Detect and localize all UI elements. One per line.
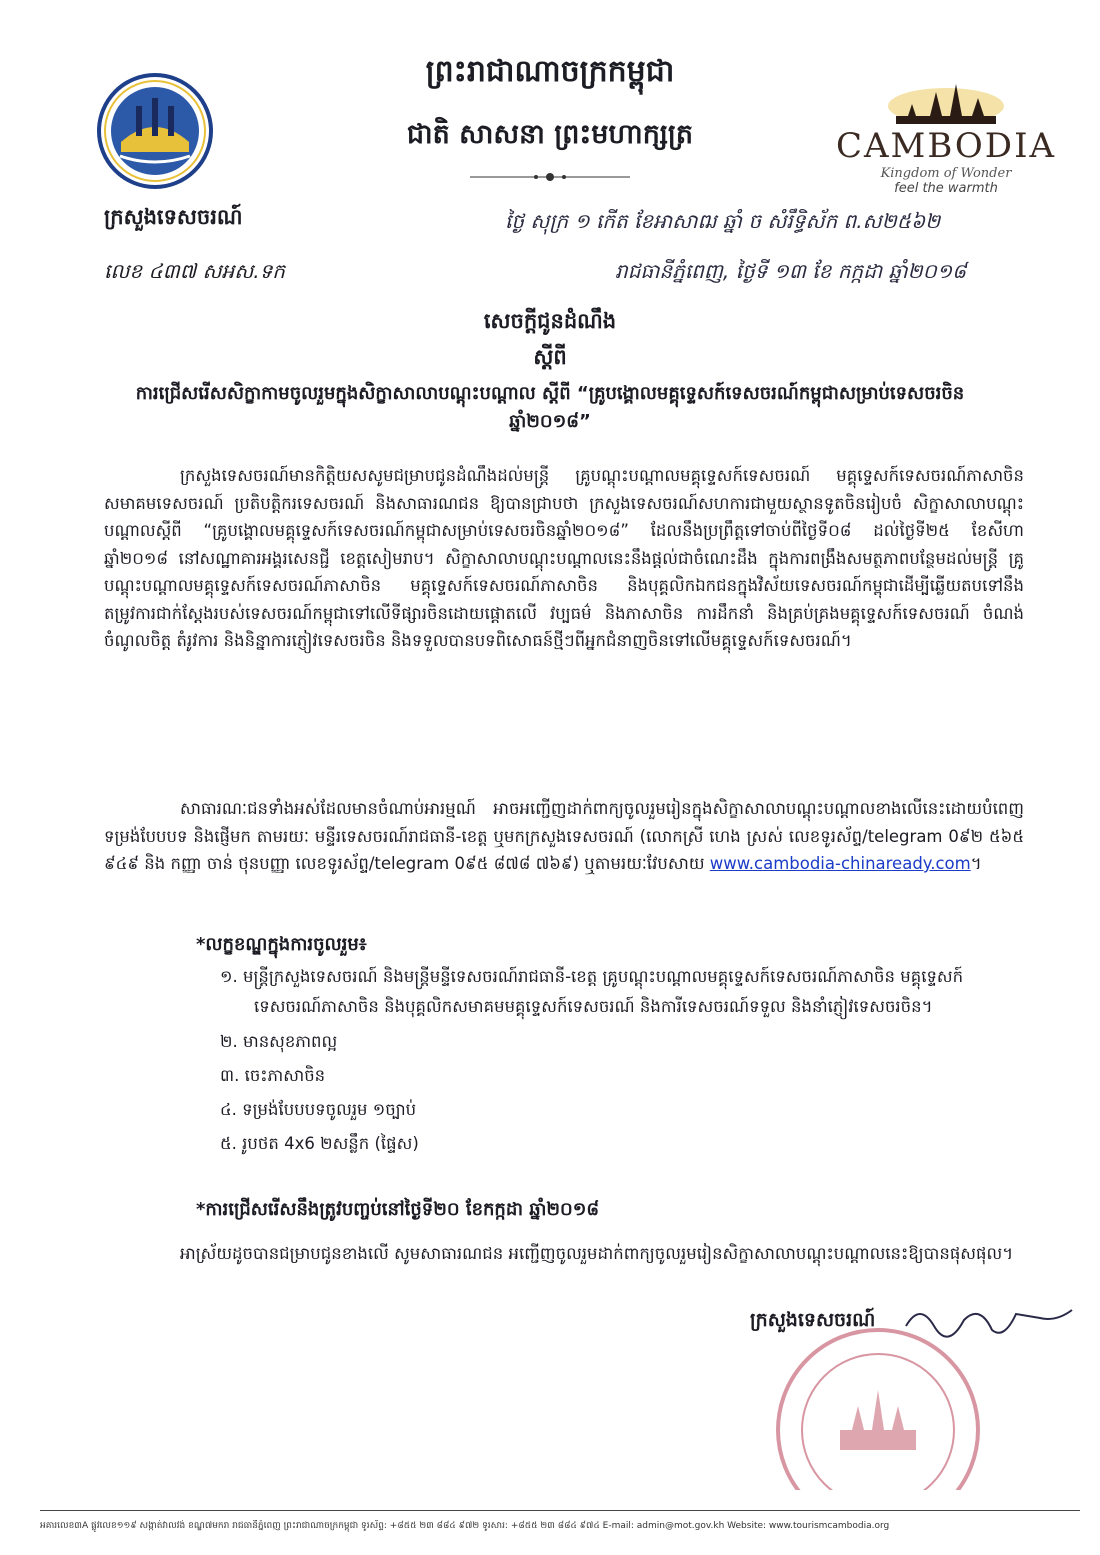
- kingdom-title: ព្រះរាជាណាចក្រកម្ពុជា: [425, 54, 675, 89]
- signatory-ministry: ក្រសួងទេសចរណ៍: [750, 1309, 876, 1331]
- footer-divider: [40, 1510, 1080, 1511]
- criteria-item: ៣. ចេះភាសាចិន: [220, 1066, 326, 1085]
- reference-number: លេខ ៤៣៧ សអស.ទក: [104, 259, 285, 283]
- subject-label: ស្តីពី: [533, 345, 567, 369]
- ornament-divider-icon: [470, 170, 630, 184]
- brand-tagline-warmth: feel the warmth: [894, 181, 998, 196]
- paragraph-2-text: សាធារណៈជនទាំងអស់ដែលមានចំណាប់អារម្មណ៍ អាចអញ្ជើញដាក់ពាក្យចូលរួមរៀនក្នុងសិក្ខាសាលាបណ្តុះបណ្តាលខាងលើនេះដោយបំពេញទម្រង់បែបបទ និងផ្ញើមក តាមរយៈ មន្ទីរទេសចរណ៍រាជធានី-ខេត្ត ឬមកក្រសួងទេសចរណ៍ (លោកស្រី ហេង ស្រស់ លេខទូរស័ព្ទ/telegram 0៩២ ៥៦៥ ៩៤៩ និង កញ្ញា ចាន់ ថុនបញ្ញា លេខទូរស័ព្ទ/telegram 0៩៥ ៨៧៨ ៧៦៩) ឬតាមរយៈវែបសាយ: [104, 799, 1024, 873]
- body-paragraph-2: [104, 795, 1024, 878]
- brand-tagline-kingdom: Kingdom of Wonder: [880, 166, 1012, 181]
- notice-subject: ការជ្រើសរើសសិក្ខាកាមចូលរួមក្នុងសិក្ខាសាលាបណ្តុះបណ្តាល ស្តីពី “គ្រូបង្គោលមគ្គុទ្ទេសក៍ទេសចរណ៍កម្ពុជាសម្រាប់ទេសចរចិនឆ្នាំ២០១៨”: [135, 383, 965, 432]
- ministry-of-tourism-logo: [96, 72, 214, 190]
- website-link[interactable]: www.cambodia-chinaready.com: [709, 854, 971, 873]
- criteria-item: ១. មន្ត្រីក្រសួងទេសចរណ៍ និងមន្ត្រីមន្ទីទេសចរណ៍រាជធានី-ខេត្ត គ្រូបណ្តុះបណ្តាលមគ្គុទ្ទេសក៍ទេសចរណ៍ភាសាចិន មគ្គុទ្ទេសក៍ទេសចរណ៍ភាសាចិន និងបុគ្គលិកសមាគមមគ្គុទ្ទេសក៍ទេសចរណ៍ និងការីទេសចរណ៍ទទួល និងនាំភ្ញៀវទេសចរចិន។: [220, 967, 964, 1016]
- notice-title: សេចក្តីជូនដំណឹង: [483, 309, 617, 333]
- paragraph-2-end: ។: [970, 854, 982, 873]
- selection-deadline: *ការជ្រើសរើសនឹងត្រូវបញ្ចប់នៅថ្ងៃទី២០ ខែកក្កដា ឆ្នាំ២០១៨: [196, 1199, 600, 1220]
- brand-name: CAMBODIA: [835, 126, 1057, 166]
- handwritten-signature: [900, 1296, 1080, 1346]
- criteria-heading: *លក្ខខណ្ឌក្នុងការចូលរួម៖: [196, 934, 367, 955]
- criteria-item: ៤. ទម្រង់បែបបទចូលរួម ១ច្បាប់: [220, 1100, 417, 1119]
- ministry-name: ក្រសួងទេសចរណ៍: [104, 205, 243, 229]
- angkor-silhouette-icon: [886, 80, 1006, 124]
- body-paragraph-1: ក្រសួងទេសចរណ៍មានកិត្តិយសសូមជម្រាបជូនដំណឹងដល់មន្ត្រី គ្រូបណ្តុះបណ្តាលមគ្គុទ្ទេសក៍ទេសចរណ៍ មគ្គុទ្ទេសក៍ទេសចរណ៍ភាសាចិន សមាគមទេសចរណ៍ ប្រតិបត្តិករទេសចរណ៍ និងសាធារណជន ឱ្យបានជ្រាបថា ក្រសួងទេសចរណ៍សហការជាមួយស្ថានទូតចិនរៀបចំ សិក្ខាសាលាបណ្តុះបណ្តាលស្តីពី “គ្រូបង្គោលមគ្គុទ្ទេសក៍ទេសចរណ៍កម្ពុជាសម្រាប់ទេសចរចិនឆ្នាំ២០១៨” ដែលនឹងប្រព្រឹត្តទៅចាប់ពីថ្ងៃទី០៨ ដល់ថ្ងៃទី២៥ ខែសីហា ឆ្នាំ២០១៨ នៅសណ្ឋាគារអង្គរសេនជ្ជី ខេត្តសៀមរាប។ សិក្ខាសាលាបណ្តុះបណ្តាលនេះនឹងផ្តល់ជាចំណេះដឹង ក្នុងការពង្រឹងសមត្ថភាពបន្ថែមដល់មន្ត្រី គ្រូបណ្តុះបណ្តាលមគ្គុទ្ទេសក៍ទេសចរណ៍ភាសាចិន មគ្គុទ្ទេសក៍ទេសចរណ៍ភាសាចិន និងបុគ្គលិកឯកជនក្នុងវិស័យទេសចរណ៍កម្ពុជាដើម្បីឆ្លើយតបទៅនឹងតម្រូវការជាក់ស្តែងរបស់ទេសចរណ៍កម្ពុជាទៅលើទីផ្សារចិនដោយផ្តោតលើ វប្បធម៌ និងភាសាចិន ការដឹកនាំ និងគ្រប់គ្រងមគ្គុទ្ទេសក៍ទេសចរណ៍ ចំណង់ចំណូលចិត្ត តំរូវការ និងនិន្នាការភ្ញៀវទេសចរចិន និងទទួលបានបទពិសោធន៍ថ្មីៗពីអ្នកជំនាញចិនទៅលើមគ្គុទ្ទេសក៍ទេសចរណ៍។: [104, 466, 1024, 650]
- cambodia-kingdom-of-wonder-logo: [826, 70, 1066, 210]
- criteria-list: [220, 962, 1020, 1164]
- solar-date: រាជធានីភ្នំពេញ, ថ្ងៃទី ១៣ ខែ កក្កដា ឆ្នាំ២០១៨: [615, 259, 967, 283]
- body-paragraph-3: អាស្រ័យដូចបានជម្រាបជូនខាងលើ សូមសាធារណជន អញ្ជើញចូលរួមដាក់ពាក្យចូលរួមរៀនសិក្ខាសាលាបណ្តុះបណ្តាលនេះឱ្យបានផុសផុល។: [180, 1244, 1014, 1263]
- criteria-item: ២. មានសុខភាពល្អ: [220, 1032, 338, 1051]
- lunar-date: ថ្ងៃ សុក្រ ១ កើត ខែអាសាឍ ឆ្នាំ ច សំរឹទ្ធិស័ក ព.ស២៥៦២: [505, 209, 941, 233]
- national-motto: ជាតិ សាសនា ព្រះមហាក្សត្រ: [406, 119, 694, 150]
- footer-address: អគារលេខ៣A ផ្លូវលេខ១១៩ សង្កាត់វាលវង់ ខណ្ឌ៧មករា រាជធានីភ្នំពេញ ព្រះរាជាណាចក្រកម្ពុជា ទូរស័ព្ទ: +៨៥៥ ២៣ ៨៨៤ ៩៧២ ទូរសារ: +៨៥៥ ២៣ ៨៨៤ ៩៧៤ E-mail: admin@mot.gov.kh Website: www.tourismcambodia.org: [40, 1521, 890, 1531]
- criteria-item: ៥. រូបថត 4x6 ២សន្លឹក (ផ្ទៃស): [220, 1134, 419, 1153]
